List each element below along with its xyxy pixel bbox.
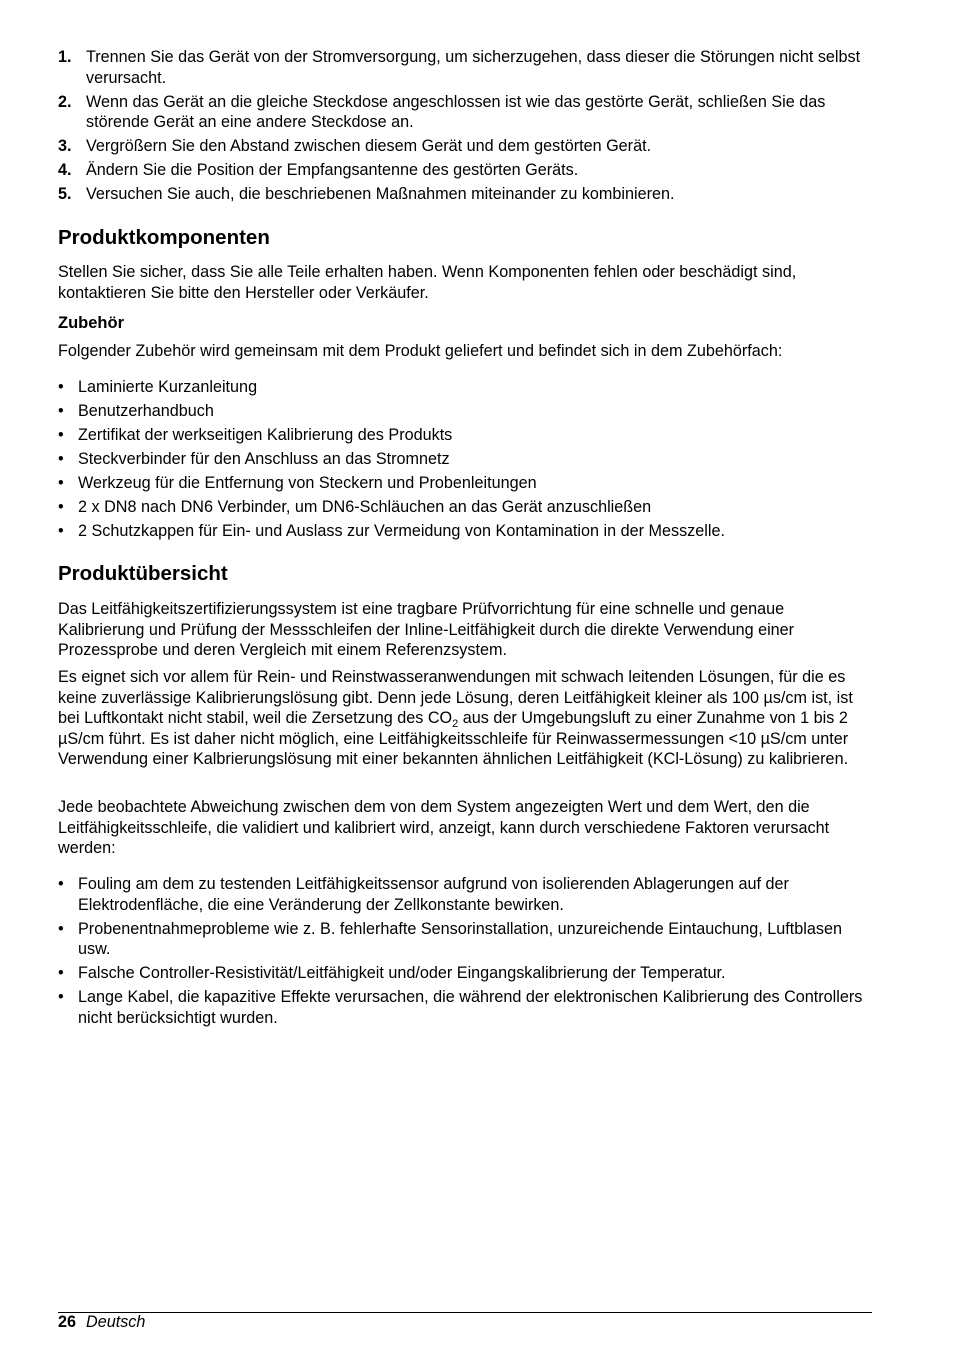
paragraph-text: Es eignet sich vor allem für Rein- und Reinstwasseranwendungen mit schwach leitenden Lösungen, für die es keine zuverlässige Kalibrierungslösung gibt. Denn jede Lösung, deren Leitfähigkeit kleiner als 100 µs/cm ist, ist bei Luftkontakt nicht stabil, weil die Zersetzung des CO bbox=[58, 668, 853, 727]
list-item-text: Zertifikat der werkseitigen Kalibrierung des Produkts bbox=[78, 426, 453, 444]
list-item bbox=[58, 136, 872, 157]
list-item-text: Benutzerhandbuch bbox=[78, 402, 214, 420]
list-item-text: Fouling am dem zu testenden Leitfähigkeitssensor aufgrund von isolierenden Ablagerungen auf der Elektrodenfläche, die eine Veränderung der Zellkonstante bewirken. bbox=[78, 875, 789, 914]
accessory-list bbox=[58, 377, 872, 545]
step-text: Ändern Sie die Position der Empfangsantenne des gestörten Geräts. bbox=[86, 161, 579, 179]
page-number: 26 bbox=[58, 1313, 77, 1331]
deviation-factors-list bbox=[58, 874, 872, 1032]
bullet-icon: • bbox=[58, 988, 64, 1006]
bullet-icon: • bbox=[58, 964, 64, 982]
list-item bbox=[58, 425, 872, 446]
list-item bbox=[58, 919, 872, 960]
section-heading-produktuebersicht: Produktübersicht bbox=[58, 562, 228, 585]
list-item-text: 2 Schutzkappen für Ein- und Auslass zur Vermeidung von Kontamination in der Messzelle. bbox=[78, 522, 725, 540]
bullet-icon: • bbox=[58, 919, 64, 938]
list-item-text: Steckverbinder für den Anschluss an das Stromnetz bbox=[78, 450, 450, 468]
step-text: Versuchen Sie auch, die beschriebenen Maßnahmen miteinander zu kombinieren. bbox=[86, 185, 675, 203]
footer-language: Deutsch bbox=[86, 1313, 146, 1331]
bullet-icon: • bbox=[58, 378, 64, 396]
bullet-icon: • bbox=[58, 450, 64, 468]
list-item bbox=[58, 473, 872, 494]
paragraph bbox=[58, 667, 872, 770]
paragraph: Jede beobachtete Abweichung zwischen dem von dem System angezeigten Wert und dem Wert, den die Leitfähigkeitsschleife, die validiert und kalibriert wird, anzeigt, kann durch verschiedene Faktoren verursacht werden: bbox=[58, 798, 830, 857]
list-item-text: Probenentnahmeprobleme wie z. B. fehlerhafte Sensorinstallation, unzureichende Eintauchung, Luftblasen usw. bbox=[78, 919, 843, 958]
list-item bbox=[58, 521, 872, 542]
section-heading-produktkomponenten: Produktkomponenten bbox=[58, 226, 270, 249]
bullet-icon: • bbox=[58, 522, 64, 540]
step-number: 1. bbox=[58, 48, 72, 66]
bullet-icon: • bbox=[58, 498, 64, 516]
bullet-icon: • bbox=[58, 426, 64, 444]
list-item bbox=[58, 874, 872, 915]
bullet-icon: • bbox=[58, 402, 64, 420]
list-item bbox=[58, 184, 872, 205]
list-item bbox=[58, 987, 872, 1028]
step-number: 4. bbox=[58, 161, 72, 179]
step-text: Trennen Sie das Gerät von der Stromversorgung, um sicherzugehen, dass dieser die Störungen nicht selbst verursacht. bbox=[86, 48, 861, 87]
list-item bbox=[58, 497, 872, 518]
list-item bbox=[58, 401, 872, 422]
list-item-text: 2 x DN8 nach DN6 Verbinder, um DN6-Schläuchen an das Gerät anzuschließen bbox=[78, 498, 652, 516]
list-item bbox=[58, 47, 872, 88]
troubleshooting-steps bbox=[58, 47, 872, 208]
list-item bbox=[58, 449, 872, 470]
page-footer bbox=[58, 1312, 145, 1332]
step-number: 2. bbox=[58, 92, 72, 111]
step-number: 3. bbox=[58, 137, 72, 155]
list-item bbox=[58, 377, 872, 398]
step-text: Vergrößern Sie den Abstand zwischen diesem Gerät und dem gestörten Gerät. bbox=[86, 137, 652, 155]
list-item bbox=[58, 92, 872, 133]
list-item-text: Laminierte Kurzanleitung bbox=[78, 378, 258, 396]
list-item-text: Werkzeug für die Entfernung von Steckern und Probenleitungen bbox=[78, 474, 537, 492]
paragraph: Folgender Zubehör wird gemeinsam mit dem Produkt geliefert und befindet sich in dem Zubehörfach: bbox=[58, 342, 783, 360]
list-item-text: Falsche Controller-Resistivität/Leitfähigkeit und/oder Eingangskalibrierung der Temperatur. bbox=[78, 964, 726, 982]
list-item bbox=[58, 963, 872, 984]
paragraph-text: aus der Umgebungsluft zu einer Zunahme von 1 bis 2 µS/cm führt. Es ist daher nicht möglich, eine Leitfähigkeitsschleife für Reinwassermessungen <10 µS/cm unter Verwendung einer Kalbrierungslösung mit einer bekannten ähnlichen Leitfähigkeit (KCl-Lösung) zu kalibrieren. bbox=[58, 709, 849, 768]
bullet-icon: • bbox=[58, 875, 64, 893]
paragraph: Stellen Sie sicher, dass Sie alle Teile erhalten haben. Wenn Komponenten fehlen oder beschädigt sind, kontaktieren Sie bitte den Hersteller oder Verkäufer. bbox=[58, 263, 797, 302]
step-text: Wenn das Gerät an die gleiche Steckdose angeschlossen ist wie das gestörte Gerät, schließen Sie das störende Gerät an eine andere Steckdose an. bbox=[86, 92, 826, 131]
step-number: 5. bbox=[58, 185, 72, 203]
footer-divider bbox=[58, 1312, 872, 1313]
paragraph: Das Leitfähigkeitszertifizierungssystem ist eine tragbare Prüfvorrichtung für eine schnelle und genaue Kalibrierung und Prüfung der Messschleifen der Inline-Leitfähigkeit durch die direkte Verwendung einer Prozessprobe und deren Vergleich mit einem Referenzsystem. bbox=[58, 600, 795, 659]
subscript: 2 bbox=[452, 718, 459, 731]
bullet-icon: • bbox=[58, 474, 64, 492]
subsection-heading-zubehoer: Zubehör bbox=[58, 314, 124, 332]
list-item-text: Lange Kabel, die kapazitive Effekte verursachen, die während der elektronischen Kalibrierung des Controllers nicht berücksichtigt wurden. bbox=[78, 988, 863, 1027]
list-item bbox=[58, 160, 872, 181]
